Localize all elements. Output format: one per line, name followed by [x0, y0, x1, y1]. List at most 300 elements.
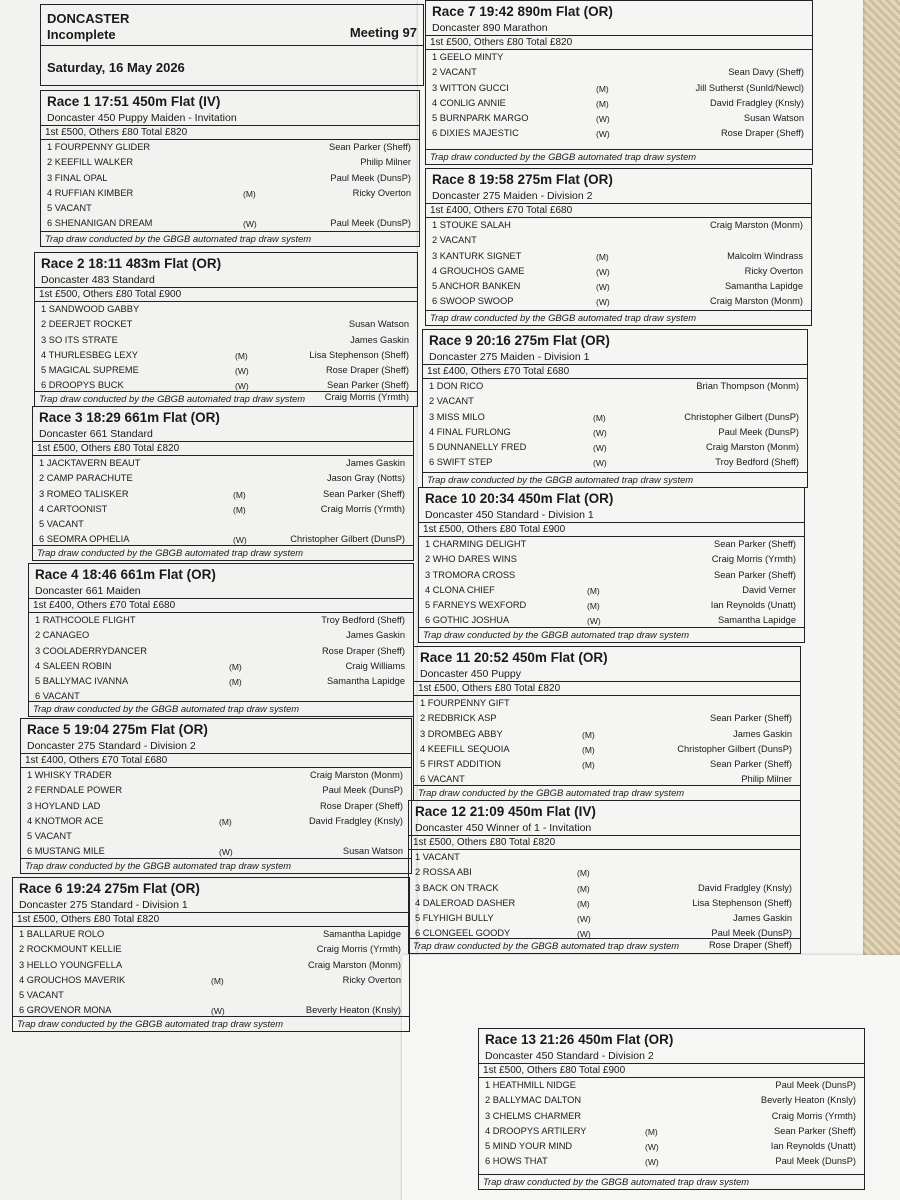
- runner-row: [414, 697, 800, 712]
- runner-row: [423, 395, 807, 410]
- runner-list: [21, 769, 411, 861]
- runner-trainer: Ricky Overton: [342, 974, 401, 985]
- trap-draw-note: Trap draw conducted by the GBGB automated trap draw system: [29, 701, 413, 716]
- runner-row: [419, 538, 804, 553]
- race-title: Race 4 18:46 661m Flat (OR): [35, 567, 216, 582]
- race-subtitle: Doncaster 483 Standard: [41, 274, 155, 286]
- runner-name: 2 VACANT: [432, 235, 477, 246]
- runner-name: 1 DON RICO: [429, 381, 484, 391]
- runner-trainer: Sean Parker (Sheff): [710, 713, 792, 724]
- runner-list: [33, 457, 413, 549]
- runner-name: 4 GROUCHOS GAME: [432, 265, 525, 276]
- race-card-1: [40, 90, 420, 247]
- runner-name: 6 GOTHIC JOSHUA: [425, 615, 510, 626]
- runner-trainer: Susan Watson: [348, 319, 409, 330]
- trap-draw-note: Trap draw conducted by the GBGB automated trap draw system: [13, 1016, 409, 1031]
- trap-draw-note: Trap draw conducted by the GBGB automated trap draw system: [419, 627, 804, 642]
- runner-list: [29, 614, 413, 706]
- race-title: Race 1 17:51 450m Flat (IV): [47, 94, 221, 109]
- runner-name: 5 BURNPARK MARGO: [432, 113, 529, 124]
- runner-row: [21, 769, 411, 784]
- runner-row: [33, 488, 413, 503]
- runner-row: [33, 503, 413, 518]
- runner-trainer: Paul Meek (DunsP): [322, 785, 403, 796]
- runner-trainer: Sean Parker (Sheff): [710, 759, 792, 770]
- runner-name: 3 TROMORA CROSS: [425, 569, 516, 580]
- trap-draw-note: Trap draw conducted by the GBGB automated trap draw system: [35, 391, 417, 406]
- runner-name: 4 KNOTMOR ACE: [27, 815, 104, 826]
- runner-trainer: James Gaskin: [733, 913, 792, 924]
- runner-trainer: Rose Draper (Sheff): [720, 128, 804, 139]
- runner-row: [426, 265, 811, 280]
- runner-sex: (M): [645, 1126, 658, 1137]
- race-card-4: [28, 563, 414, 717]
- race-subtitle: Doncaster 275 Maiden - Division 1: [429, 351, 590, 363]
- runner-row: [13, 959, 409, 974]
- trap-draw-note: Trap draw conducted by the GBGB automated trap draw system: [41, 231, 419, 246]
- runner-row: [414, 743, 800, 758]
- runner-row: [41, 202, 419, 217]
- runner-name: 6 VACANT: [420, 774, 465, 785]
- runner-name: 1 JACKTAVERN BEAUT: [39, 458, 141, 468]
- runner-name: 3 COOLADERRYDANCER: [35, 645, 147, 656]
- runner-trainer: Sean Davy (Sheff): [728, 67, 804, 78]
- runner-name: 4 KEEFILL SEQUOIA: [420, 743, 510, 754]
- race-title: Race 11 20:52 450m Flat (OR): [420, 650, 608, 665]
- runner-trainer: Craig Marston (Monm): [710, 296, 803, 307]
- runner-sex: (M): [596, 251, 609, 262]
- runner-name: 5 VACANT: [47, 203, 92, 214]
- trap-draw-note: Trap draw conducted by the GBGB automated trap draw system: [409, 938, 800, 953]
- runner-name: 5 MIND YOUR MIND: [485, 1141, 573, 1152]
- runner-sex: (M): [577, 898, 590, 909]
- runner-sex: (W): [593, 427, 607, 438]
- runner-row: [414, 758, 800, 773]
- runner-row: [33, 457, 413, 472]
- race-title: Race 6 19:24 275m Flat (OR): [19, 881, 200, 896]
- trap-draw-note: Trap draw conducted by the GBGB automated trap draw system: [426, 149, 812, 164]
- runner-name: 6 DIXIES MAJESTIC: [432, 128, 519, 139]
- runner-list: [479, 1079, 864, 1171]
- runner-name: 2 WHO DARES WINS: [425, 554, 517, 565]
- runner-row: [41, 141, 419, 156]
- runner-trainer: Jill Sutherst (Sunld/Newcl): [695, 82, 804, 93]
- runner-row: [409, 912, 800, 927]
- runner-name: 3 HELLO YOUNGFELLA: [19, 959, 123, 970]
- runner-trainer: Craig Marston (Monm): [308, 959, 401, 970]
- race-prize: 1st £500, Others £80 Total £820: [414, 681, 800, 696]
- runner-name: 3 ROMEO TALISKER: [39, 488, 129, 499]
- runner-sex: (W): [211, 1006, 225, 1017]
- runner-trainer: Christopher Gilbert (DunsP): [290, 534, 405, 545]
- runner-sex: (M): [243, 188, 256, 199]
- runner-list: [423, 380, 807, 472]
- runner-sex: (M): [593, 412, 606, 423]
- runner-row: [426, 219, 811, 234]
- runner-trainer: Samantha Lapidge: [326, 676, 405, 687]
- runner-name: 3 FINAL OPAL: [47, 172, 108, 183]
- race-card-8: [425, 168, 812, 326]
- runner-trainer: Craig Morris (Yrmth): [316, 944, 401, 955]
- runner-name: 1 WHISKY TRADER: [27, 770, 112, 780]
- race-prize: 1st £500, Others £80 Total £900: [419, 522, 804, 537]
- runner-trainer: Craig Morris (Yrmth): [771, 1110, 856, 1121]
- runner-sex: (M): [582, 760, 595, 771]
- runner-row: [419, 584, 804, 599]
- runner-trainer: Sean Parker (Sheff): [714, 539, 796, 549]
- runner-list: [426, 219, 811, 311]
- runner-sex: (M): [582, 729, 595, 740]
- runner-sex: (W): [596, 129, 610, 140]
- runner-trainer: Beverly Heaton (Knsly): [760, 1095, 856, 1106]
- runner-row: [409, 851, 800, 866]
- runner-trainer: Craig Marston (Monm): [710, 220, 803, 230]
- runner-name: 1 FOURPENNY GIFT: [420, 698, 510, 708]
- runner-name: 4 CONLIG ANNIE: [432, 97, 506, 108]
- runner-trainer: Brian Thompson (Monm): [696, 381, 799, 391]
- runner-list: [41, 141, 419, 233]
- runner-trainer: Sean Parker (Sheff): [327, 380, 409, 391]
- race-subtitle: Doncaster 661 Maiden: [35, 585, 141, 597]
- runner-row: [423, 411, 807, 426]
- runner-sex: (W): [587, 616, 601, 627]
- runner-trainer: Craig Morris (Yrmth): [711, 554, 796, 565]
- race-prize: 1st £500, Others £80 Total £820: [409, 835, 800, 850]
- runner-row: [13, 974, 409, 989]
- runner-trainer: Rose Draper (Sheff): [319, 800, 403, 811]
- runner-name: 3 BACK ON TRACK: [415, 882, 499, 893]
- runner-row: [426, 97, 812, 112]
- runner-trainer: Sean Parker (Sheff): [774, 1125, 856, 1136]
- race-prize: 1st £500, Others £80 Total £900: [35, 287, 417, 302]
- runner-row: [426, 295, 811, 310]
- runner-list: [426, 51, 812, 143]
- race-subtitle: Doncaster 275 Standard - Division 2: [27, 740, 196, 752]
- runner-name: 6 HOWS THAT: [485, 1156, 548, 1167]
- trap-draw-note: Trap draw conducted by the GBGB automated trap draw system: [479, 1174, 864, 1189]
- race-prize: 1st £400, Others £70 Total £680: [426, 203, 811, 218]
- runner-name: 5 VACANT: [39, 519, 84, 530]
- race-card-3: [32, 406, 414, 561]
- runner-trainer: Beverly Heaton (Knsly): [305, 1005, 401, 1016]
- race-card-7: [425, 0, 813, 165]
- race-title: Race 2 18:11 483m Flat (OR): [41, 256, 222, 271]
- runner-row: [426, 234, 811, 249]
- runner-sex: (W): [233, 535, 247, 546]
- runner-name: 2 BALLYMAC DALTON: [485, 1095, 582, 1106]
- runner-name: 2 FERNDALE POWER: [27, 785, 123, 796]
- runner-name: 6 SEOMRA OPHELIA: [39, 534, 130, 545]
- trap-draw-note: Trap draw conducted by the GBGB automated trap draw system: [426, 310, 811, 325]
- runner-name: 1 FOURPENNY GLIDER: [47, 142, 151, 152]
- venue-name: DONCASTER: [47, 11, 130, 26]
- runner-trainer: Paul Meek (DunsP): [711, 928, 792, 939]
- race-subtitle: Doncaster 450 Standard - Division 2: [485, 1050, 654, 1062]
- runner-row: [423, 456, 807, 471]
- runner-name: 4 CLONA CHIEF: [425, 584, 495, 595]
- runner-name: 6 MUSTANG MILE: [27, 846, 105, 857]
- runner-trainer: Sean Parker (Sheff): [323, 488, 405, 499]
- race-prize: 1st £500, Others £80 Total £820: [13, 912, 409, 927]
- runner-sex: (W): [645, 1157, 659, 1168]
- runner-trainer: Samantha Lapidge: [717, 615, 796, 626]
- runner-row: [409, 882, 800, 897]
- runner-row: [409, 897, 800, 912]
- runner-name: 4 FINAL FURLONG: [429, 426, 511, 437]
- race-subtitle: Doncaster 275 Standard - Division 1: [19, 899, 188, 911]
- race-prize: 1st £400, Others £70 Total £680: [21, 753, 411, 768]
- runner-trainer: Ricky Overton: [352, 187, 411, 198]
- race-title: Race 8 19:58 275m Flat (OR): [432, 172, 613, 187]
- runner-trainer: Philip Milner: [741, 774, 792, 785]
- runner-trainer: Malcolm Windrass: [727, 250, 803, 261]
- race-card-6: [12, 877, 410, 1032]
- runner-sex: (M): [219, 816, 232, 827]
- runner-trainer: James Gaskin: [733, 728, 792, 739]
- runner-trainer: David Verner: [742, 584, 796, 595]
- runner-trainer: Craig Williams: [345, 660, 405, 671]
- runner-row: [33, 472, 413, 487]
- race-title: Race 13 21:26 450m Flat (OR): [485, 1032, 674, 1047]
- race-subtitle: Doncaster 450 Winner of 1 - Invitation: [415, 822, 592, 834]
- runner-sex: (M): [587, 601, 600, 612]
- runner-name: 3 MISS MILO: [429, 411, 485, 422]
- runner-sex: (W): [219, 847, 233, 858]
- runner-name: 4 DALEROAD DASHER: [415, 897, 516, 908]
- runner-row: [479, 1110, 864, 1125]
- runner-trainer: Troy Bedford (Sheff): [715, 457, 799, 468]
- runner-row: [41, 187, 419, 202]
- runner-row: [29, 660, 413, 675]
- runner-trainer: Troy Bedford (Sheff): [321, 615, 405, 625]
- runner-sex: (W): [577, 914, 591, 925]
- runner-sex: (W): [243, 219, 257, 230]
- runner-trainer: David Fradgley (Knsly): [709, 97, 804, 108]
- runner-trainer: Paul Meek (DunsP): [330, 218, 411, 229]
- trap-draw-note: Trap draw conducted by the GBGB automated trap draw system: [414, 785, 800, 800]
- runner-name: 6 VACANT: [35, 691, 80, 702]
- race-prize: 1st £500, Others £80 Total £900: [479, 1063, 864, 1078]
- runner-trainer: Sean Parker (Sheff): [714, 569, 796, 580]
- trap-draw-note: Trap draw conducted by the GBGB automated trap draw system: [21, 858, 411, 873]
- runner-trainer: Jason Gray (Notts): [326, 473, 405, 484]
- runner-row: [13, 989, 409, 1004]
- runner-row: [426, 250, 811, 265]
- runner-name: 4 GROUCHOS MAVERIK: [19, 974, 126, 985]
- runner-sex: (W): [596, 297, 610, 308]
- runner-row: [479, 1094, 864, 1109]
- runner-row: [13, 943, 409, 958]
- runner-row: [479, 1079, 864, 1094]
- runner-trainer: Craig Morris (Yrmth): [324, 391, 409, 402]
- race-subtitle: Doncaster 450 Standard - Division 1: [425, 509, 594, 521]
- race-title: Race 7 19:42 890m Flat (OR): [432, 4, 613, 19]
- runner-trainer: Philip Milner: [360, 157, 411, 168]
- race-prize: 1st £500, Others £80 Total £820: [426, 35, 812, 50]
- runner-trainer: Paul Meek (DunsP): [718, 426, 799, 437]
- runner-list: [419, 538, 804, 630]
- runner-row: [419, 599, 804, 614]
- runner-row: [21, 784, 411, 799]
- runner-sex: (M): [233, 504, 246, 515]
- runner-row: [35, 334, 417, 349]
- runner-row: [409, 866, 800, 881]
- runner-name: 3 SO ITS STRATE: [41, 334, 118, 345]
- runner-trainer: Sean Parker (Sheff): [329, 142, 411, 152]
- runner-trainer: Samantha Lapidge: [724, 281, 803, 292]
- runner-name: 1 SANDWOOD GABBY: [41, 304, 140, 314]
- runner-row: [426, 51, 812, 66]
- runner-trainer: Ian Reynolds (Unatt): [710, 600, 796, 611]
- race-subtitle: Doncaster 661 Standard: [39, 428, 153, 440]
- runner-row: [41, 172, 419, 187]
- runner-name: 2 KEEFILL WALKER: [47, 157, 134, 168]
- runner-row: [35, 318, 417, 333]
- race-prize: 1st £400, Others £70 Total £680: [423, 364, 807, 379]
- runner-row: [35, 349, 417, 364]
- race-card-11: [413, 646, 801, 801]
- runner-name: 6 SWOOP SWOOP: [432, 296, 514, 307]
- runner-trainer: Paul Meek (DunsP): [775, 1080, 856, 1090]
- runner-name: 2 ROSSA ABI: [415, 867, 472, 878]
- race-card-12: [408, 800, 801, 954]
- runner-name: 5 VACANT: [27, 831, 72, 842]
- runner-trainer: Lisa Stephenson (Sheff): [309, 349, 409, 360]
- runner-list: [414, 697, 800, 789]
- race-prize: 1st £500, Others £80 Total £820: [41, 125, 419, 140]
- runner-name: 3 CHELMS CHARMER: [485, 1110, 582, 1121]
- runner-name: 5 ANCHOR BANKEN: [432, 281, 521, 292]
- runner-sex: (M): [596, 83, 609, 94]
- race-subtitle: Doncaster 275 Maiden - Division 2: [432, 190, 593, 202]
- runner-trainer: Craig Morris (Yrmth): [320, 503, 405, 514]
- runner-sex: (M): [229, 661, 242, 672]
- runner-name: 3 HOYLAND LAD: [27, 800, 101, 811]
- runner-row: [29, 629, 413, 644]
- runner-sex: (M): [577, 883, 590, 894]
- runner-name: 2 CAMP PARACHUTE: [39, 473, 133, 484]
- runner-row: [29, 614, 413, 629]
- runner-trainer: Lisa Stephenson (Sheff): [692, 897, 792, 908]
- runner-row: [13, 928, 409, 943]
- runner-name: 6 DROOPYS BUCK: [41, 380, 124, 391]
- runner-sex: (W): [593, 443, 607, 454]
- runner-row: [414, 712, 800, 727]
- meeting-number: Meeting 97: [349, 25, 417, 40]
- runner-row: [35, 364, 417, 379]
- runner-sex: (W): [235, 381, 249, 392]
- runner-sex: (M): [211, 975, 224, 986]
- runner-sex: (M): [587, 585, 600, 596]
- race-card-13: [478, 1028, 865, 1190]
- runner-name: 5 DUNNANELLY FRED: [429, 442, 527, 453]
- runner-trainer: Paul Meek (DunsP): [330, 172, 411, 183]
- race-card-5: [20, 718, 412, 874]
- runner-sex: (W): [596, 114, 610, 125]
- runner-row: [423, 380, 807, 395]
- runner-sex: (W): [235, 366, 249, 377]
- runner-row: [479, 1125, 864, 1140]
- runner-name: 2 DEERJET ROCKET: [41, 319, 133, 330]
- runner-name: 5 VACANT: [19, 990, 64, 1001]
- runner-row: [426, 82, 812, 97]
- runner-list: [13, 928, 409, 1020]
- runner-trainer: James Gaskin: [346, 630, 405, 641]
- race-card-2: [34, 252, 418, 407]
- runner-trainer: David Fradgley (Knsly): [308, 815, 403, 826]
- runner-name: 3 DROMBEG ABBY: [420, 728, 503, 739]
- runner-row: [414, 728, 800, 743]
- race-title: Race 5 19:04 275m Flat (OR): [27, 722, 208, 737]
- runner-row: [426, 280, 811, 295]
- trap-draw-note: Trap draw conducted by the GBGB automated trap draw system: [33, 545, 413, 560]
- runner-name: 2 VACANT: [429, 396, 474, 407]
- runner-name: 4 DROOPYS ARTILERY: [485, 1125, 587, 1136]
- race-title: Race 10 20:34 450m Flat (OR): [425, 491, 614, 506]
- runner-sex: (M): [577, 868, 590, 879]
- runner-sex: (M): [582, 744, 595, 755]
- runner-sex: (M): [233, 489, 246, 500]
- runner-name: 2 VACANT: [432, 67, 477, 78]
- runner-name: 5 FIRST ADDITION: [420, 759, 501, 770]
- runner-row: [423, 441, 807, 456]
- runner-name: 5 FARNEYS WEXFORD: [425, 600, 527, 611]
- runner-trainer: Paul Meek (DunsP): [775, 1156, 856, 1167]
- runner-row: [426, 112, 812, 127]
- runner-trainer: Susan Watson: [743, 113, 804, 124]
- runner-name: 6 GROVENOR MONA: [19, 1005, 112, 1016]
- runner-row: [41, 156, 419, 171]
- runner-trainer: Craig Marston (Monm): [706, 442, 799, 453]
- race-prize: 1st £500, Others £80 Total £820: [33, 441, 413, 456]
- runner-trainer: Christopher Gilbert (DunsP): [677, 743, 792, 754]
- runner-row: [35, 303, 417, 318]
- runner-row: [29, 675, 413, 690]
- runner-row: [29, 645, 413, 660]
- runner-sex: (W): [596, 282, 610, 293]
- runner-name: 5 BALLYMAC IVANNA: [35, 676, 129, 687]
- runner-name: 2 ROCKMOUNT KELLIE: [19, 944, 122, 955]
- runner-name: 1 GEELO MINTY: [432, 52, 504, 62]
- runner-name: 4 SALEEN ROBIN: [35, 660, 112, 671]
- runner-sex: (M): [235, 350, 248, 361]
- race-subtitle: Doncaster 450 Puppy: [420, 668, 521, 680]
- runner-name: 3 KANTURK SIGNET: [432, 250, 522, 261]
- runner-trainer: David Fradgley (Knsly): [697, 882, 792, 893]
- race-title: Race 3 18:29 661m Flat (OR): [39, 410, 220, 425]
- runner-name: 5 FLYHIGH BULLY: [415, 913, 494, 924]
- runner-trainer: Rose Draper (Sheff): [325, 365, 409, 376]
- runner-name: 2 REDBRICK ASP: [420, 713, 497, 724]
- runner-trainer: James Gaskin: [350, 334, 409, 345]
- runner-row: [21, 800, 411, 815]
- runner-name: 1 STOUKE SALAH: [432, 220, 511, 230]
- race-subtitle: Doncaster 450 Puppy Maiden - Invitation: [47, 112, 237, 124]
- runner-row: [21, 830, 411, 845]
- runner-name: 5 MAGICAL SUPREME: [41, 365, 139, 376]
- race-title: Race 9 20:16 275m Flat (OR): [429, 333, 610, 348]
- runner-name: 2 CANAGEO: [35, 630, 90, 641]
- runner-sex: (M): [229, 677, 242, 688]
- runner-name: 6 SHENANIGAN DREAM: [47, 218, 153, 229]
- runner-name: 1 BALLARUE ROLO: [19, 929, 105, 939]
- meeting-date: Saturday, 16 May 2026: [47, 60, 185, 75]
- runner-trainer: James Gaskin: [346, 458, 405, 468]
- race-card-9: [422, 329, 808, 488]
- runner-trainer: Susan Watson: [342, 846, 403, 857]
- runner-sex: (W): [596, 266, 610, 277]
- race-card-10: [418, 487, 805, 643]
